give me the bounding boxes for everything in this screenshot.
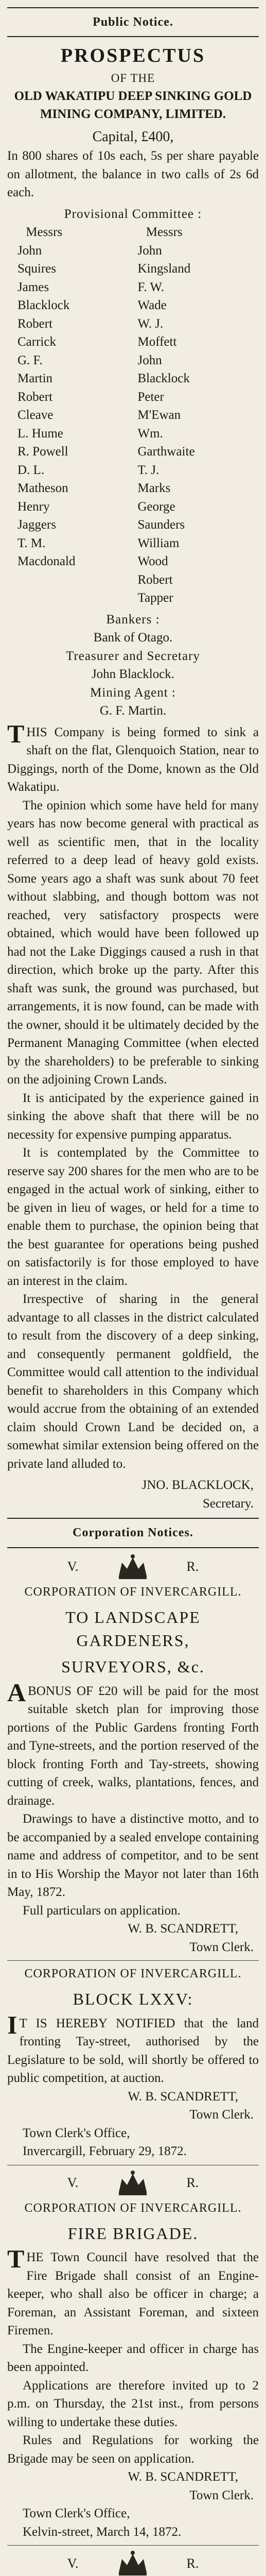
signature: JNO. BLACKLOCK, xyxy=(141,1478,254,1493)
committee-member: Wm. Garthwaite xyxy=(137,426,195,459)
committee-member: William Wood xyxy=(137,536,180,569)
corporation-name: CORPORATION OF INVERCARGILL. xyxy=(24,2201,242,2215)
committee-list xyxy=(7,223,259,607)
committee-right-column xyxy=(137,223,249,607)
royal-crest xyxy=(7,1553,259,1581)
crest-letter-v: V. xyxy=(67,1559,79,1574)
fire-paragraph: Rules and Regulations for working the Brigade may be seen on application. xyxy=(7,2433,259,2466)
block-date: Invercargill, February 29, 1872. xyxy=(23,2144,187,2159)
prospectus-paragraph: It is anticipated by the experience gained in sinking the above shaft that there will be no necessity for expensive pumping apparatus. xyxy=(7,1091,259,1142)
rule xyxy=(7,2545,259,2546)
rule xyxy=(7,1960,259,1961)
block-paragraph: IT IS HEREBY NOTIFIED that the land fronting Tay-street, authorised by the Legislature to be sold, will shortly be offered to public competition, at auction. xyxy=(7,2010,259,2086)
committee-member: D. L. Matheson xyxy=(17,463,68,496)
prospectus-paragraph: The opinion which some have held for many years has now become general with practical as well as scientific men, that in the locality referred to a deep lead of heavy gold exists. Some years ago a shaft was sunk about 70 feet without slabbing, and though bottom was not reached, very satisfactory prospects were obtained, which would have been followed up had not the Lake Diggings caused a rush in that direction, which broke up the party. After this shaft was sunk, the ground was purchased, but arrangements, it is now found, can be made with the owner, should it be ultimately decided by the Permanent Managing Committee (when elected by the shareholders) to be preferable to sinking on the adjoining Crown Lands. xyxy=(7,798,259,1087)
landscape-paragraph: Full particulars on application. xyxy=(23,1903,181,1918)
crest-letter-r: R. xyxy=(186,1559,199,1574)
bankers: Bank of Otago. xyxy=(93,631,173,645)
treasurer-heading: Treasurer and Secretary xyxy=(66,649,200,663)
crown-icon xyxy=(115,2550,151,2576)
rule xyxy=(7,1547,259,1548)
fire-paragraph: The Engine-keeper and officer in charge has been appointed. xyxy=(7,2342,259,2375)
committee-member: Robert Carrick xyxy=(17,316,56,349)
royal-crest xyxy=(7,2170,259,2197)
committee-member: Robert Cleave xyxy=(17,389,54,422)
committee-member: John Blacklock xyxy=(137,353,190,386)
committee-heading: Provisional Committee : xyxy=(64,207,202,221)
committee-member: R. Powell xyxy=(17,445,68,459)
committee-member: John Squires xyxy=(17,243,56,276)
prospectus-paragraph: THIS Company is being formed to sink a shaft on the flat, Glenquoich Station, near to Diggings, north of the Dome, known as the Old Wakatipu. xyxy=(7,719,259,794)
landscape-paragraph: Drawings to have a distinctive motto, and to be accompanied by a sealed envelope containing name and address of competitor, and to be sent in to His Worship the Mayor not later than 16th May, 1872. xyxy=(7,1812,259,1900)
committee-member: L. Hume xyxy=(17,426,63,440)
fire-paragraph: THE Town Council have resolved that the Fire Brigade shall consist of an Engine-keeper, who shall also be officer in charge; a Foreman, an Assistant Foreman, and sixteen Firemen. xyxy=(7,2244,259,2338)
landscape-paragraph: ABONUS OF £20 will be paid for the most suitable sketch plan for improving those portions of the Public Gardens fronting Forth and Tyne-streets, and the portion reserved of the block fronting Forth and Tay-streets, showing cutting of creek, walks, plantations, fences, and drainage. xyxy=(7,1677,259,1808)
crest-letter-v: V. xyxy=(67,2555,79,2571)
section-header-public-notice: Public Notice. xyxy=(93,15,173,29)
committee-member: W. J. Moffett xyxy=(137,316,177,349)
crest-letter-r: R. xyxy=(186,2555,199,2571)
company-name-line-1: OLD WAKATIPU DEEP SINKING GOLD xyxy=(14,89,252,103)
signature-role: Secretary. xyxy=(202,1496,254,1511)
royal-crest xyxy=(7,2550,259,2576)
rule xyxy=(7,36,259,37)
treasurer: John Blacklock. xyxy=(91,667,175,682)
rule xyxy=(7,1518,259,1519)
fire-role: Town Clerk. xyxy=(189,2488,254,2502)
messrs-left: Messrs xyxy=(26,225,63,240)
crown-icon xyxy=(115,1553,151,1581)
fire-signature: W. B. SCANDRETT, xyxy=(128,2470,238,2484)
top-rule xyxy=(7,7,259,8)
landscape-title-2: SURVEYORS, &c. xyxy=(61,1657,205,1676)
fire-date: Kelvin-street, March 14, 1872. xyxy=(23,2524,182,2539)
committee-member: Peter M'Ewan xyxy=(137,389,181,422)
committee-member: Robert Tapper xyxy=(137,572,173,605)
block-title: BLOCK LXXV: xyxy=(73,1990,193,2009)
of-the: OF THE xyxy=(111,72,155,85)
crown-icon xyxy=(115,2170,151,2197)
committee-member: T. M. Macdonald xyxy=(17,536,76,569)
section-header-corporation: Corporation Notices. xyxy=(73,1526,193,1540)
committee-member: John Kingsland xyxy=(137,243,191,276)
committee-member: Henry Jaggers xyxy=(17,499,56,532)
block-signature: W. B. SCANDRETT, xyxy=(128,2089,238,2104)
fire-office: Town Clerk's Office, xyxy=(23,2506,130,2521)
landscape-role: Town Clerk. xyxy=(189,1940,254,1954)
bankers-heading: Bankers : xyxy=(106,612,160,626)
landscape-signature: W. B. SCANDRETT, xyxy=(128,1922,238,1936)
corporation-name: CORPORATION OF INVERCARGILL. xyxy=(24,1585,242,1599)
committee-member: T. J. Marks xyxy=(137,463,171,496)
corporation-name: CORPORATION OF INVERCARGILL. xyxy=(24,1967,242,1981)
company-name-line-2: MINING COMPANY, LIMITED. xyxy=(40,107,226,122)
fire-paragraph: Applications are therefore invited up to 2 p.m. on Thursday, the 21st inst., from persons willing to undertake these duties. xyxy=(7,2378,259,2429)
crest-letter-r: R. xyxy=(186,2175,199,2191)
committee-member: George Saunders xyxy=(137,499,185,532)
capital: Capital, £400, xyxy=(92,128,174,145)
agent-heading: Mining Agent : xyxy=(90,685,176,700)
landscape-title-1: TO LANDSCAPE GARDENERS, xyxy=(65,1607,201,1650)
prospectus-paragraph: Irrespective of sharing in the general advantage to all classes in the district calculated to result from the discovery of a deep sinking, and consequently permanent goldfield, the Committee would call attention to the individual benefit to shareholders in this Company which would accrue from the obtaining of an extended claim should Crown Land be decided on, a somewhat similar extension being offered on the private land alluded to. xyxy=(7,1292,259,1471)
committee-left-column xyxy=(17,223,129,607)
block-role: Town Clerk. xyxy=(189,2108,254,2122)
messrs-right: Messrs xyxy=(146,225,183,240)
block-office: Town Clerk's Office, xyxy=(23,2126,130,2140)
fire-title: FIRE BRIGADE. xyxy=(67,2224,199,2243)
agent: G. F. Martin. xyxy=(99,704,167,718)
committee-member: G. F. Martin xyxy=(17,353,53,386)
prospectus-paragraph: It is contemplated by the Committee to reserve say 200 shares for the men who are to be engaged in the actual work of sinking, either to be given in lieu of wages, or held for a time to enable them to purchase, the opinion being that the best guarantee for operations being pushed on satisfactorily is for those employed to have an interest in the claim. xyxy=(7,1146,259,1288)
crest-letter-v: V. xyxy=(67,2175,79,2191)
committee-member: James Blacklock xyxy=(17,280,70,313)
committee-member: F. W. Wade xyxy=(137,280,167,313)
prospectus-heading: PROSPECTUS xyxy=(60,45,206,67)
shares-text: In 800 shares of 10s each, 5s per share payable on allotment, the balance in two calls of 2s 6d each. xyxy=(7,149,259,200)
